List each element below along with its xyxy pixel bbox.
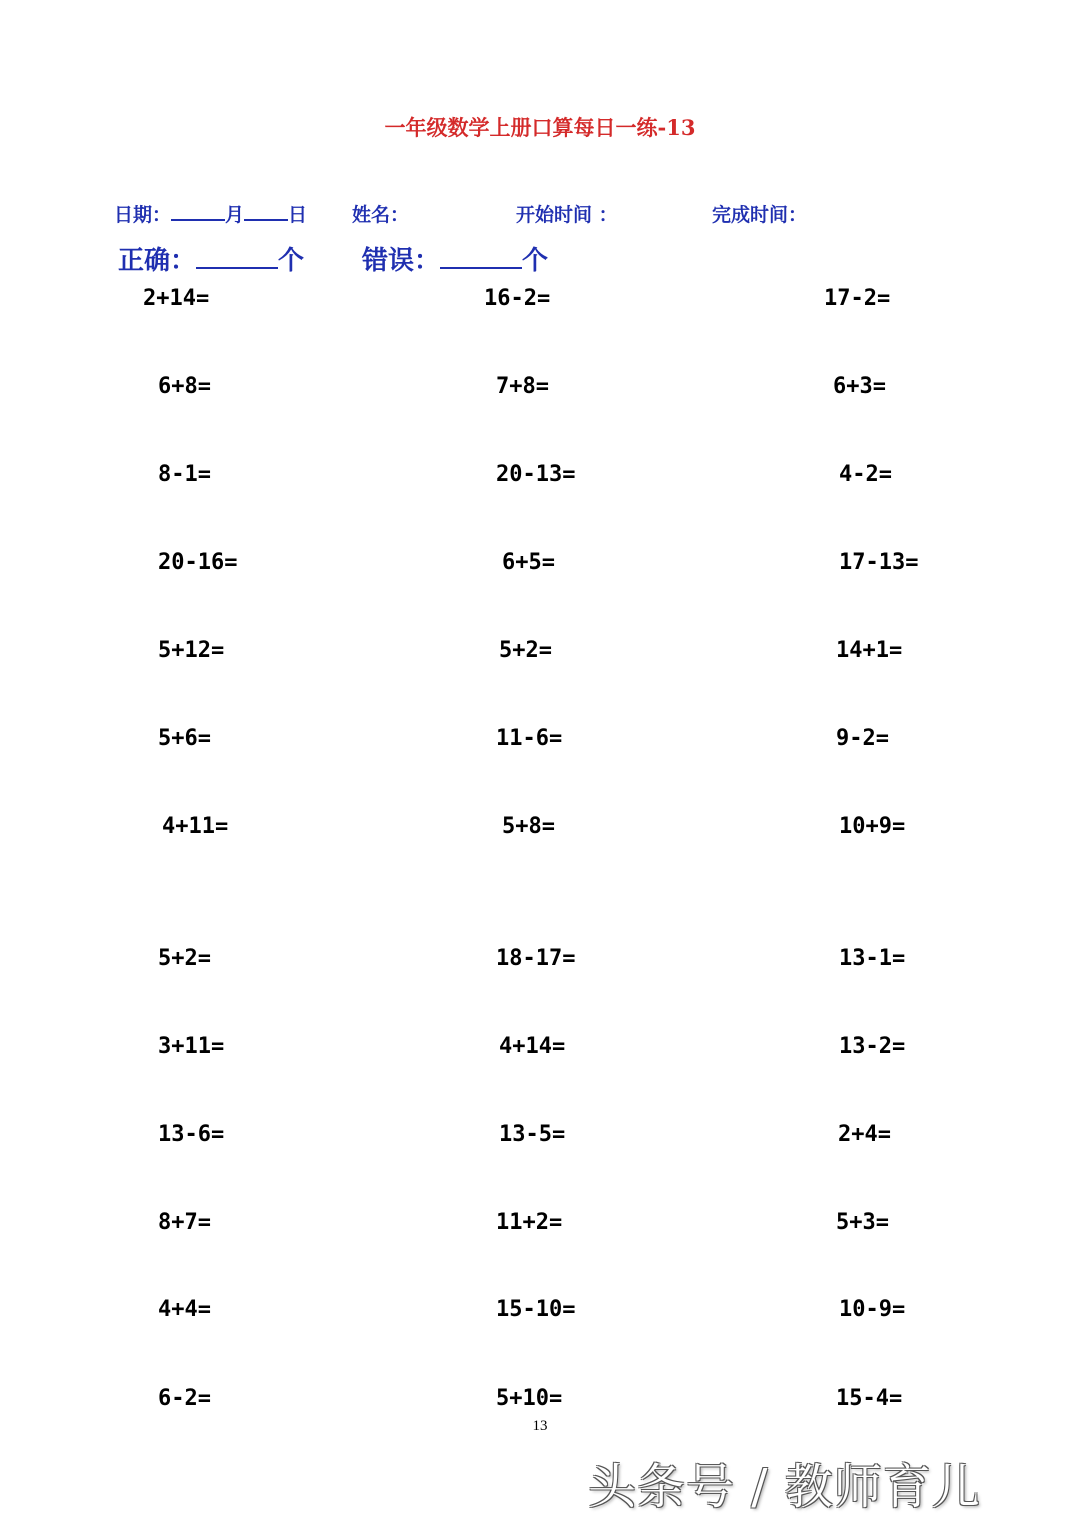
math-problem: 10+9= [839,814,906,839]
math-problem: 4+11= [162,814,229,839]
finish-time-label: 完成时间： [712,204,808,226]
wrong-blank[interactable] [440,241,522,269]
math-problem: 6+5= [502,550,555,575]
math-problem: 5+3= [836,1210,889,1235]
math-problem: 9-2= [836,726,889,751]
math-problem: 5+6= [158,726,211,751]
math-problem: 14+1= [836,638,903,663]
math-problem: 2+14= [143,286,210,311]
math-problem: 5+2= [499,638,552,663]
math-problem: 3+11= [158,1034,225,1059]
math-problem: 13-6= [158,1122,225,1147]
math-problem: 11+2= [496,1210,563,1235]
correct-unit: 个 [278,246,305,276]
math-problem: 6+3= [833,374,886,399]
day-blank[interactable] [244,200,288,221]
math-problem: 7+8= [496,374,549,399]
math-problem: 4-2= [839,462,892,487]
date-field [114,200,307,227]
math-problem: 8+7= [158,1210,211,1235]
wrong-label: 错误： [362,246,441,276]
watermark: 头条号 / 教师育儿 [588,1459,981,1515]
math-problem: 2+4= [838,1122,891,1147]
math-problem: 20-13= [496,462,576,487]
start-time-label: 开始时间 ： [516,204,618,226]
month-label: 月 [225,204,245,226]
wrong-field [362,240,548,277]
correct-blank[interactable] [196,241,278,269]
math-problem: 17-2= [824,286,891,311]
month-blank[interactable] [171,200,225,221]
math-problem: 20-16= [158,550,238,575]
math-problem: 11-6= [496,726,563,751]
math-problem: 18-17= [496,946,576,971]
math-problem: 4+14= [499,1034,566,1059]
name-label: 姓名： [352,204,410,226]
math-problem: 5+8= [502,814,555,839]
day-label: 日 [288,204,308,226]
math-problem: 5+12= [158,638,225,663]
page-number: 13 [532,1418,548,1434]
math-problem: 13-1= [839,946,906,971]
math-problem: 5+2= [158,946,211,971]
correct-label: 正确： [118,246,197,276]
date-label: 日期： [114,204,172,226]
wrong-unit: 个 [522,246,549,276]
math-problem: 10-9= [839,1297,906,1322]
math-problem: 13-2= [839,1034,906,1059]
worksheet-title: 一年级数学上册口算每日一练-13 [384,115,696,140]
math-problem: 5+10= [496,1386,563,1411]
math-problem: 4+4= [158,1297,211,1322]
math-problem: 13-5= [499,1122,566,1147]
math-problem: 17-13= [839,550,919,575]
math-problem: 8-1= [158,462,211,487]
math-problem: 15-4= [836,1386,903,1411]
math-problem: 16-2= [484,286,551,311]
math-problem: 6+8= [158,374,211,399]
math-problem: 6-2= [158,1386,211,1411]
correct-field [118,240,304,277]
math-problem: 15-10= [496,1297,576,1322]
